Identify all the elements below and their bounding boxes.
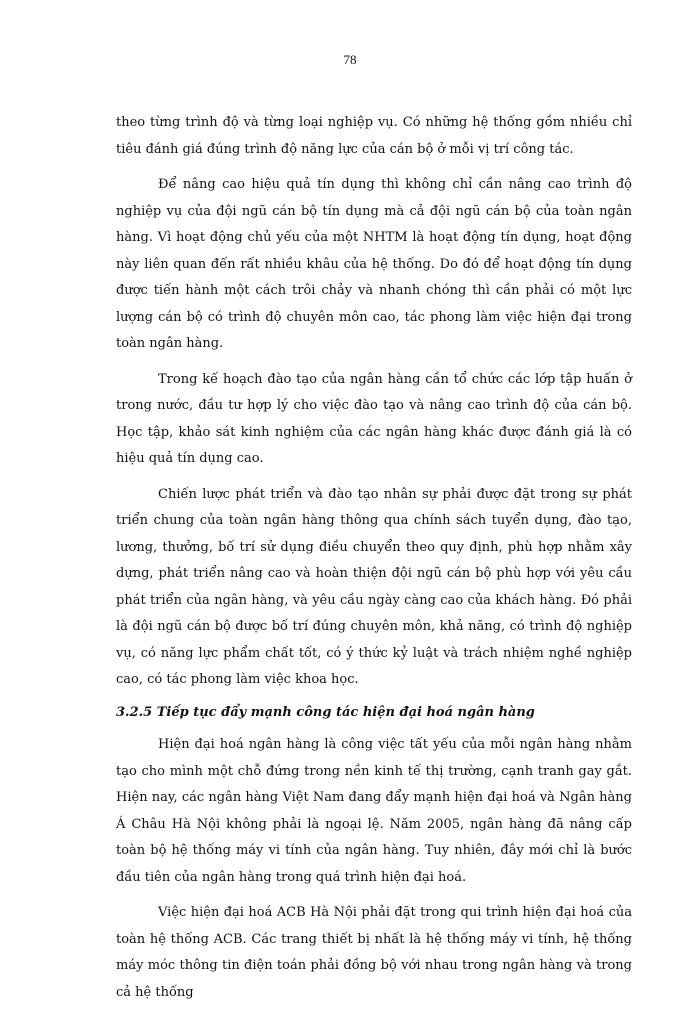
paragraph-4: Chiến lược phát triển và đào tạo nhân sự phải được đặt trong sự phát triển chung của toàn ngân hàng thông qua chính sách tuyển dụng, đào tạo, lương, thưởng, bố trí sử dụng điều chuyển theo quy định, phù hợp nhằm xây dựng, phát triển nâng cao và hoàn thiện đội ngũ cán bộ phù hợp với yêu cầu phát triển của ngân hàng, và yêu cầu ngày càng cao của khách hàng. Đó phải là đội ngũ cán bộ được bố trí đúng chuyên môn, khả năng, có trình độ nghiệp vụ, có năng lực phẩm chất tốt, có ý thức kỷ luật và trách nhiệm nghề nghiệp cao, có tác phong làm việc khoa học. — [116, 486, 632, 687]
section-paragraph-1: Hiện đại hoá ngân hàng là công việc tất yếu của mỗi ngân hàng nhằm tạo cho mình một chỗ đứng trong nền kinh tế thị trường, cạnh tranh gay gắt. Hiện nay, các ngân hàng Việt Nam đang đẩy mạnh hiện đại hoá và Ngân hàng Á Châu Hà Nội không phải là ngoại lệ. Năm 2005, ngân hàng đã nâng cấp toàn bộ hệ thống máy vi tính của ngân hàng. Tuy nhiên, đây mới chỉ là bước đầu tiên của ngân hàng trong quá trình hiện đại hoá. — [116, 737, 632, 885]
paragraph-2: Để nâng cao hiệu quả tín dụng thì không chỉ cần nâng cao trình độ nghiệp vụ của đội ngũ cán bộ tín dụng mà cả đội ngũ cán bộ của toàn ngân hàng. Vì hoạt động chủ yếu của một NHTM là hoạt động tín dụng, hoạt động này liên quan đến rất nhiều khâu của hệ thống. Do đó để hoạt động tín dụng được tiến hành một cách trôi chảy và nhanh chóng thì cần phải có một lực lượng cán bộ có trình độ chuyên môn cao, tác phong làm việc hiện đại trong toàn ngân hàng. — [116, 177, 632, 351]
paragraph-1: theo từng trình độ và từng loại nghiệp vụ. Có những hệ thống gồm nhiều chỉ tiêu đánh giá đúng trình độ năng lực của cán bộ ở mỗi vị trí công tác. — [116, 115, 632, 157]
section-paragraph-2: Việc hiện đại hoá ACB Hà Nội phải đặt trong qui trình hiện đại hoá của toàn hệ thống ACB. Các trang thiết bị nhất là hệ thống máy vi tính, hệ thống máy móc thông tin điện toán phải đồng bộ với nhau trong ngân hàng và trong cả hệ thống — [116, 905, 632, 1000]
section-heading: 3.2.5 Tiếp tục đẩy mạnh công tác hiện đại hoá ngân hàng — [116, 704, 535, 720]
page-number: 78 — [343, 52, 357, 67]
paragraph-3: Trong kế hoạch đào tạo của ngân hàng cần tổ chức các lớp tập huấn ở trong nước, đầu tư hợp lý cho việc đào tạo và nâng cao trình độ của cán bộ. Học tập, khảo sát kinh nghiệm của các ngân hàng khác được đánh giá là có hiệu quả tín dụng cao. — [116, 371, 632, 466]
body-text — [116, 110, 632, 1015]
